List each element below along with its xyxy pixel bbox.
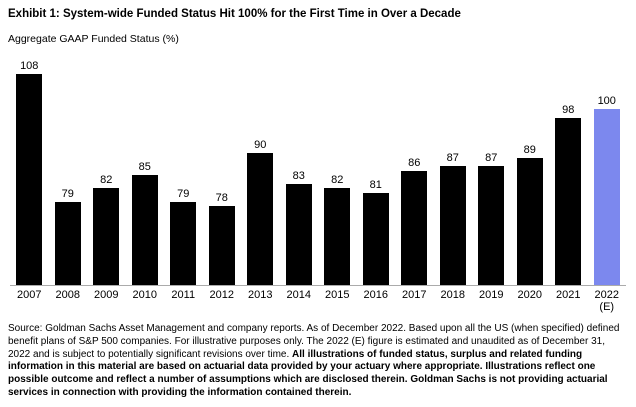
x-axis-label: 2020 bbox=[517, 289, 542, 301]
x-axis-label: 2016 bbox=[363, 289, 388, 301]
bar-column bbox=[357, 55, 396, 285]
bar bbox=[401, 171, 427, 285]
bar-value-label: 81 bbox=[369, 178, 382, 191]
bar-column bbox=[126, 55, 165, 285]
bar-column bbox=[549, 55, 588, 285]
x-axis-label: 2011 bbox=[171, 289, 196, 301]
x-axis-label: 2010 bbox=[132, 289, 157, 301]
bar bbox=[132, 175, 158, 285]
bar bbox=[478, 166, 504, 285]
bar-value-label: 86 bbox=[408, 156, 421, 169]
bar-column bbox=[395, 55, 434, 285]
bar bbox=[440, 166, 466, 285]
x-axis-label: 2014 bbox=[286, 289, 311, 301]
bar-value-label: 82 bbox=[100, 174, 113, 187]
bar-column bbox=[588, 55, 627, 285]
x-axis-label: 2009 bbox=[94, 289, 119, 301]
bar bbox=[209, 206, 235, 285]
x-axis-label: 2018 bbox=[440, 289, 465, 301]
source-note-bold: All illustrations of funded status, surplus and related funding information in this material are based on actuarial data provided by your actuary where appropriate. Illustrations reflect one possible outcome and reflect a number of assumptions which are disclosed therein. Goldman Sachs is not providing actuarial services in connection with providing the information contained therein. bbox=[8, 348, 608, 398]
exhibit-title: Exhibit 1: System-wide Funded Status Hit 100% for the First Time in Over a Decade bbox=[8, 8, 461, 20]
bar bbox=[324, 188, 350, 285]
bar-value-label: 89 bbox=[523, 143, 536, 156]
bar-column bbox=[10, 55, 49, 285]
bar bbox=[247, 153, 273, 285]
bar-column bbox=[434, 55, 473, 285]
bar bbox=[55, 202, 81, 286]
bar-value-label: 78 bbox=[215, 191, 228, 204]
axis-unit-label: Aggregate GAAP Funded Status (%) bbox=[8, 33, 179, 45]
x-axis-label: 2012 bbox=[209, 289, 234, 301]
x-axis-label: 2015 bbox=[325, 289, 350, 301]
bar bbox=[16, 74, 42, 285]
x-axis-label: 2013 bbox=[248, 289, 273, 301]
bar-value-label: 87 bbox=[446, 152, 459, 165]
x-axis-label: 2008 bbox=[55, 289, 80, 301]
bar-column bbox=[203, 55, 242, 285]
bar-value-label: 82 bbox=[331, 174, 344, 187]
bar-column bbox=[49, 55, 88, 285]
bar-value-label: 98 bbox=[562, 104, 575, 116]
bar bbox=[555, 118, 581, 285]
bar-column bbox=[511, 55, 550, 285]
bar-value-label: 90 bbox=[254, 139, 267, 152]
x-axis-label: 2021 bbox=[556, 289, 581, 301]
bar-estimate bbox=[594, 109, 620, 285]
funded-status-bar-chart bbox=[8, 55, 628, 313]
bar-value-label: 83 bbox=[292, 169, 305, 182]
x-axis-label: 2019 bbox=[479, 289, 504, 301]
bar bbox=[286, 184, 312, 285]
bar-value-label: 87 bbox=[485, 152, 498, 165]
x-axis-label: 2022 (E) bbox=[588, 289, 627, 313]
x-axis bbox=[10, 285, 626, 313]
plot-area bbox=[10, 55, 626, 285]
bar bbox=[170, 202, 196, 286]
bar-column bbox=[87, 55, 126, 285]
x-axis-label: 2017 bbox=[402, 289, 427, 301]
bar-value-label: 108 bbox=[20, 60, 39, 72]
bar bbox=[93, 188, 119, 285]
source-note-regular: Source: Goldman Sachs Asset Management and company reports. As of December 2022. Based upon all the US (when specified) defined benefit plans of S&P 500 companies. For illustrative purposes only. The 2022 (E) figure is estimated and unaudited as of December 31, 2022 and is subject to potentially significant revisions over time. bbox=[8, 323, 620, 360]
bar-column bbox=[164, 55, 203, 285]
bar-column bbox=[318, 55, 357, 285]
source-note bbox=[8, 323, 628, 400]
bar-column bbox=[472, 55, 511, 285]
bar-value-label: 85 bbox=[138, 161, 151, 174]
bar-value-label: 79 bbox=[177, 187, 190, 200]
bar-value-label: 100 bbox=[597, 95, 616, 108]
x-axis-sublabel: (E) bbox=[599, 301, 615, 313]
bar-column bbox=[280, 55, 319, 285]
x-axis-label: 2007 bbox=[17, 289, 42, 301]
bar bbox=[363, 193, 389, 285]
bar-value-label: 79 bbox=[61, 187, 74, 200]
bar bbox=[517, 158, 543, 286]
bar-column bbox=[241, 55, 280, 285]
